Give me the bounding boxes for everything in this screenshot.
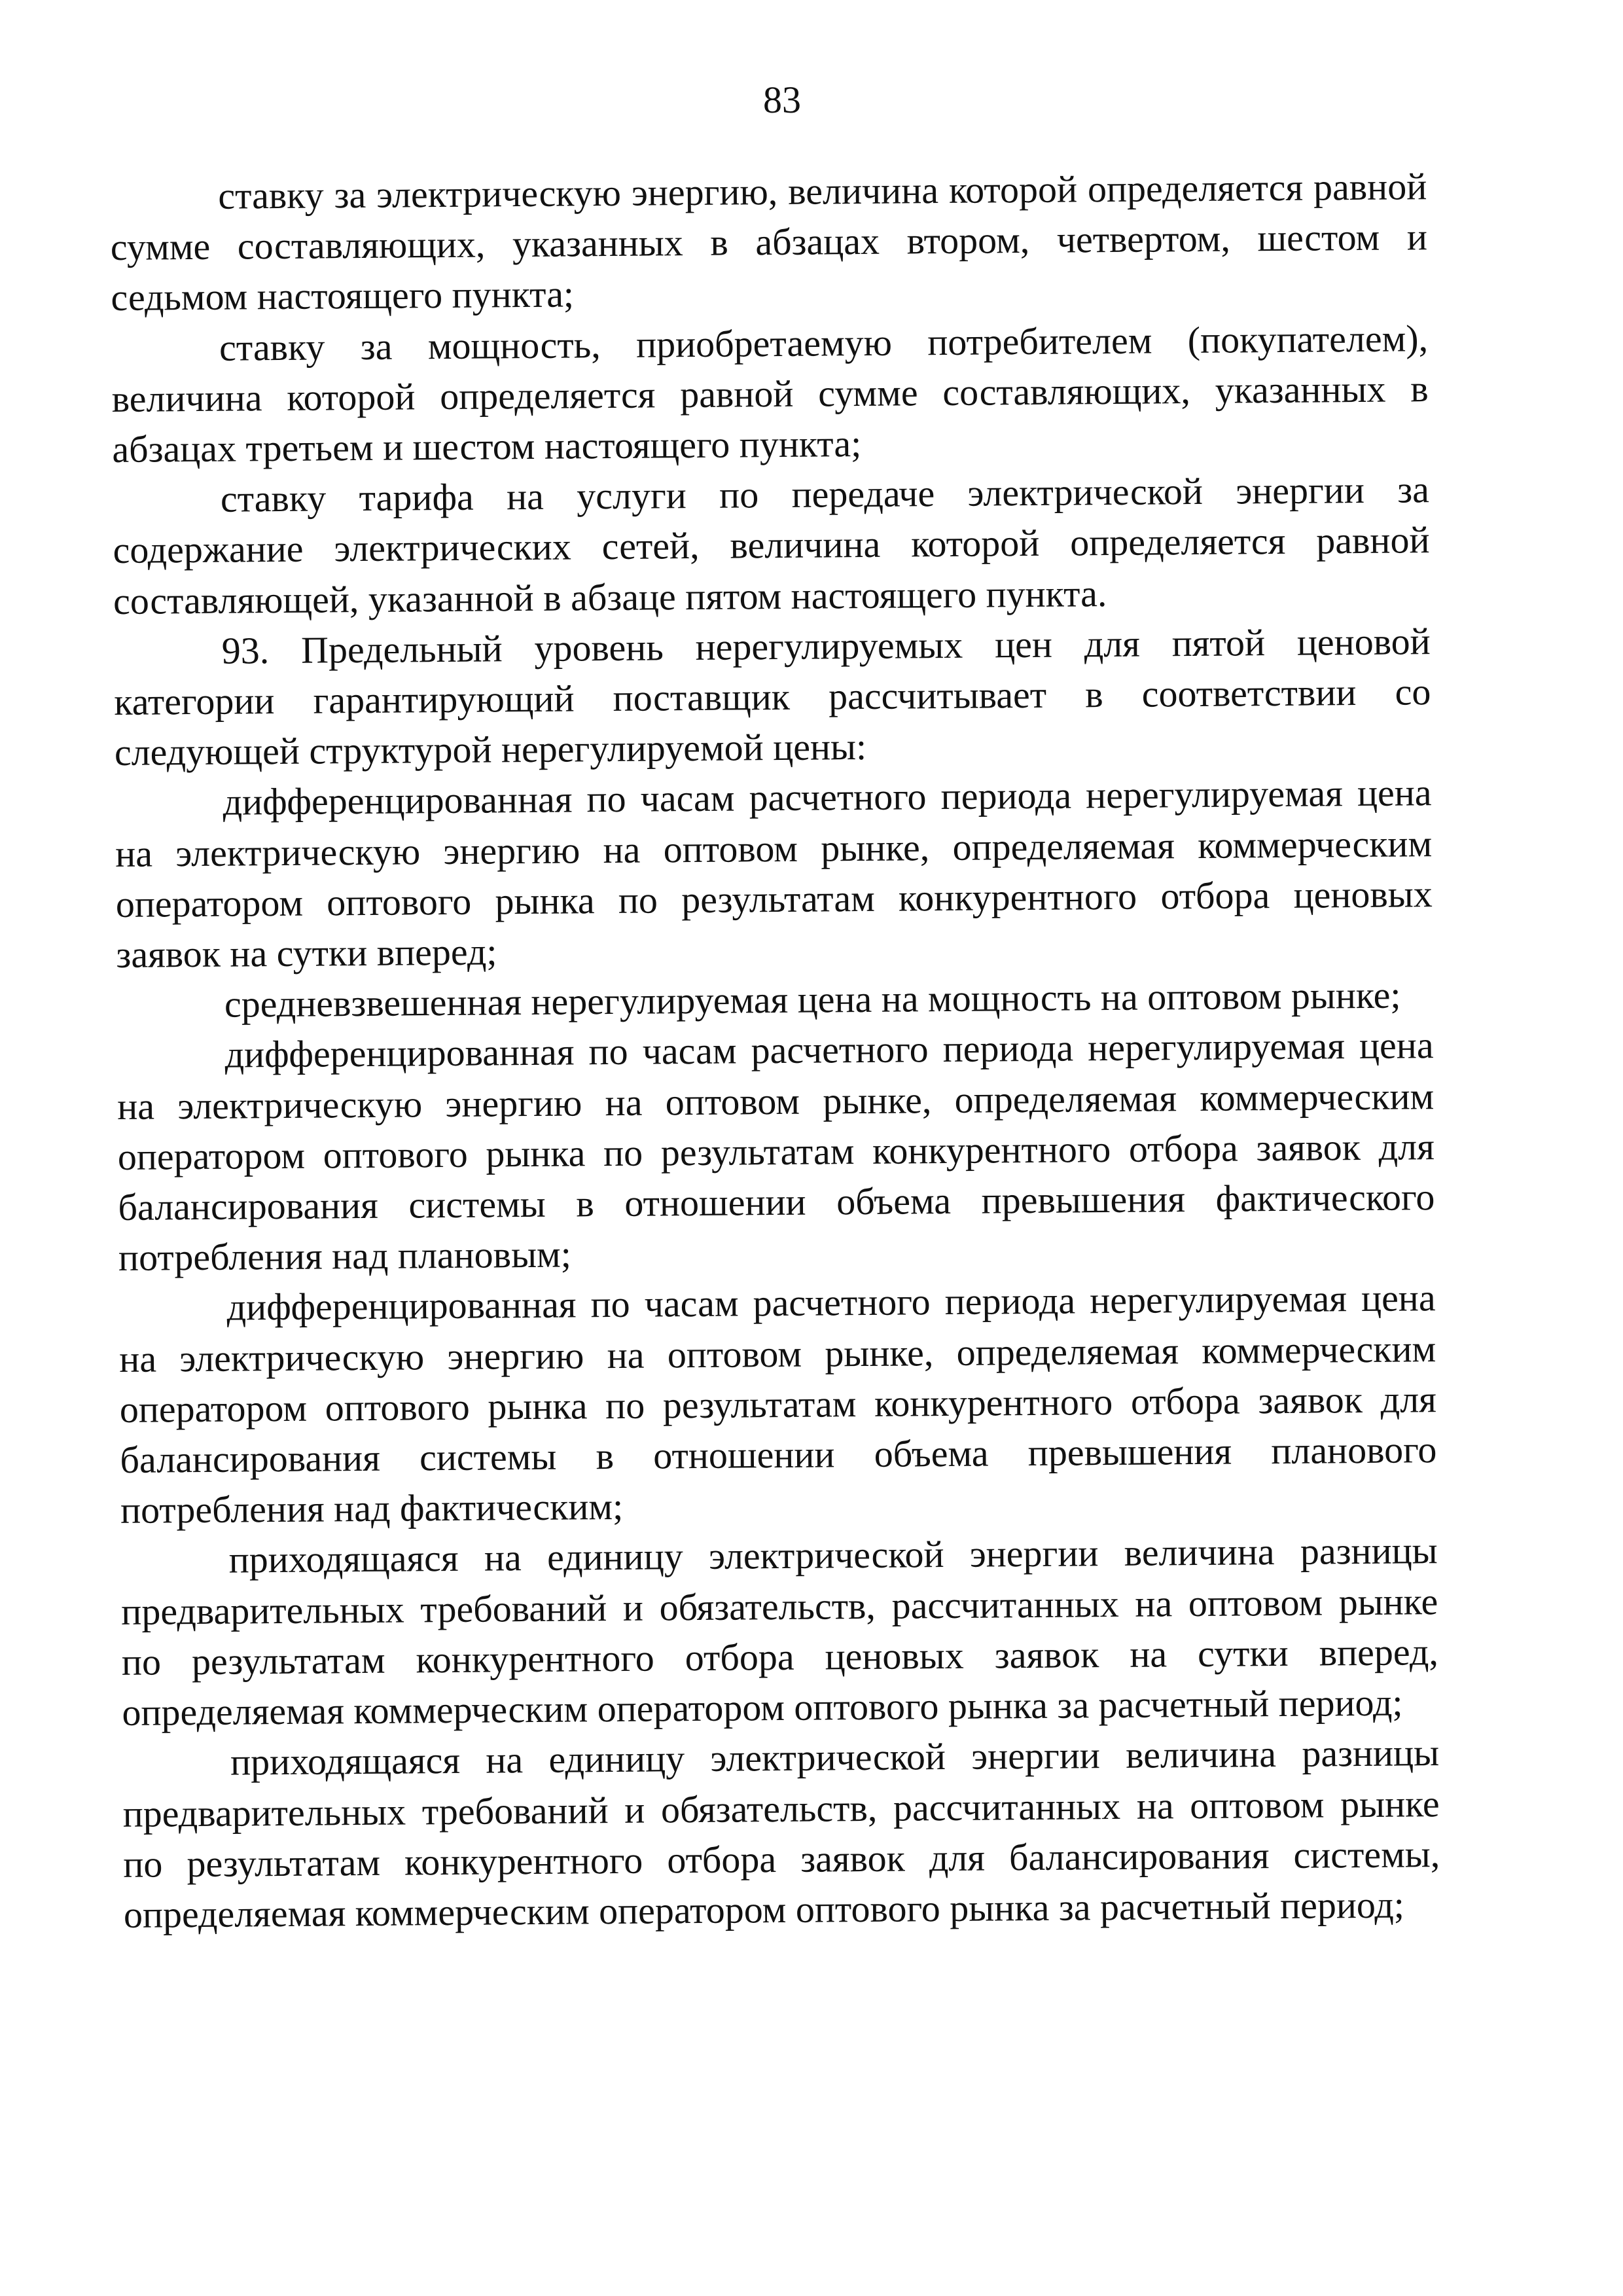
document-body <box>110 161 1440 1940</box>
paragraph-transmission-rate: ставку тарифа на услуги по передаче электрической энергии за содержание электрических сетей, величина которой определяется равной составляющей, указанной в абзаце пятом настоящего пункта. <box>113 468 1430 622</box>
paragraph-energy-rate: ставку за электрическую энергию, величина которой определяется равной сумме составляющих, указанных в абзацах втором, четвертом, шестом и седьмом настоящего пункта; <box>110 165 1428 319</box>
paragraph-item-93: 93. Предельный уровень нерегулируемых цен для пятой ценовой категории гарантирующий поставщик рассчитывает в соответствии со следующей структурой нерегулируемой цены: <box>114 620 1431 774</box>
paragraph-day-ahead-difference: приходящаяся на единицу электрической энергии величина разницы предварительных требований и обязательств, рассчитанных на оптовом рынке по результатам конкурентного отбора ценовых заявок на сутки вперед, определяемая коммерческим оператором оптового рынка за расчетный период; <box>121 1529 1439 1734</box>
page-number: 83 <box>763 79 801 121</box>
paragraph-balancing-over-plan: дифференцированная по часам расчетного периода нерегулируемая цена на электрическую энергию на оптовом рынке, определяемая коммерческим оператором оптового рынка по результатам конкурентного отбора заявок для балансирования системы в отношении объема превышения фактического потребления над плановым; <box>116 1024 1435 1280</box>
paragraph-day-ahead-price: дифференцированная по часам расчетного периода нерегулируемая цена на электрическую энергию на оптовом рынке, определяемая коммерческим оператором оптового рынка по результатам конкурентного отбора ценовых заявок на сутки вперед; <box>115 771 1433 977</box>
paragraph-balancing-under-plan: дифференцированная по часам расчетного периода нерегулируемая цена на электрическую энергию на оптовом рынке, определяемая коммерческим оператором оптового рынка по результатам конкурентного отбора заявок для балансирования системы в отношении объема превышения планового потребления над фактическим; <box>118 1276 1437 1532</box>
paragraph-capacity-price: средневзвешенная нерегулируемая цена на мощность на оптовом рынке; <box>224 973 1401 1026</box>
paragraph-balancing-difference: приходящаяся на единицу электрической энергии величина разницы предварительных требований и обязательств, рассчитанных на оптовом рынке по результатам конкурентного отбора заявок для балансирования системы, определяемая коммерческим оператором оптового рынка за расчетный период; <box>122 1731 1440 1936</box>
paragraph-capacity-rate: ставку за мощность, приобретаемую потребителем (покупателем), величина которой определяется равной сумме составляющих, указанных в абзацах третьем и шестом настоящего пункта; <box>111 316 1429 471</box>
